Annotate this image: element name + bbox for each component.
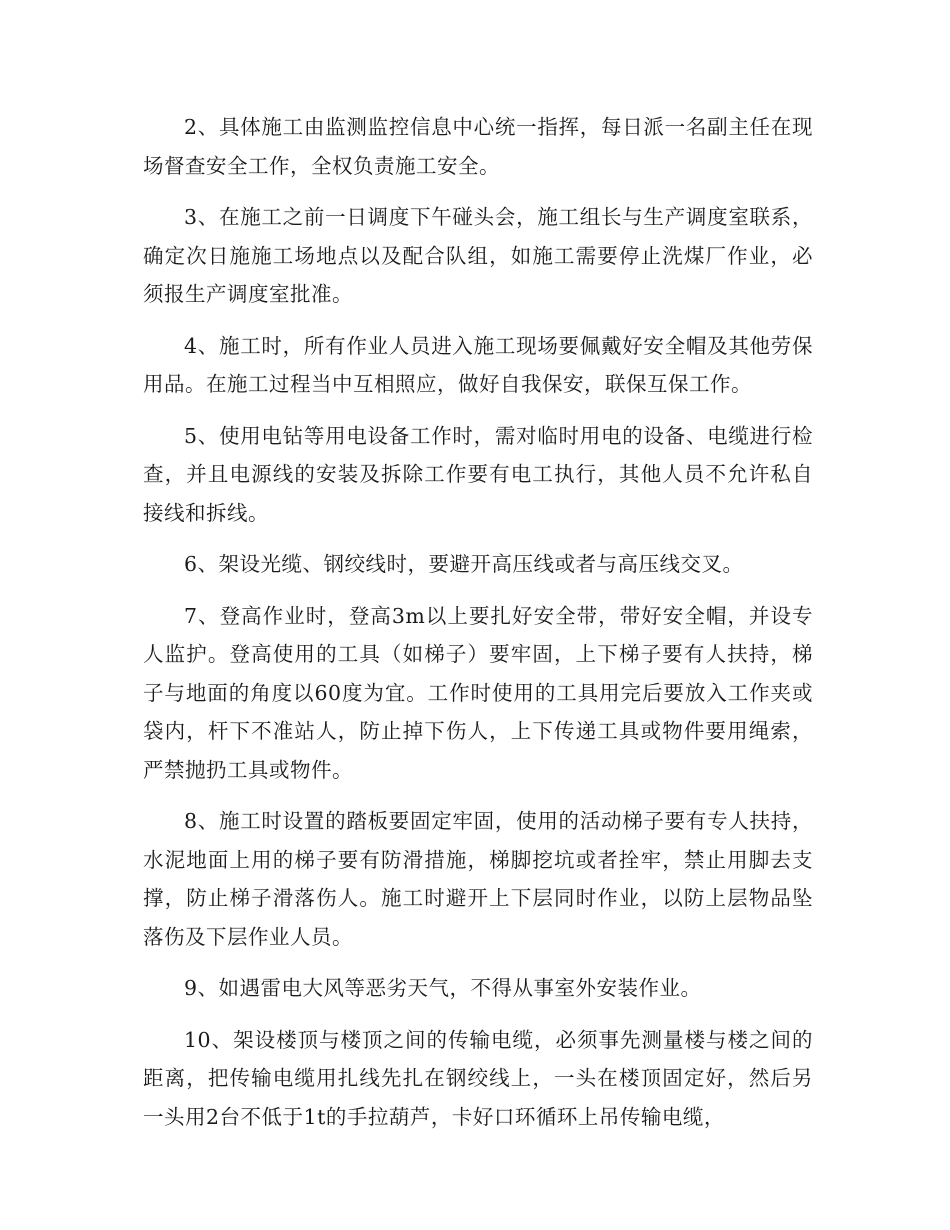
document-body: [143, 108, 813, 1149]
paragraph-4: 4、施工时，所有作业人员进入施工现场要佩戴好安全帽及其他劳保用品。在施工过程当中互相照应，做好自我保安，联保互保工作。: [143, 333, 813, 396]
paragraph-9: 9、如遇雷电大风等恶劣天气，不得从事室外安装作业。: [184, 976, 702, 1000]
paragraph-6: 6、架设光缆、钢绞线时，要避开高压线或者与高压线交叉。: [184, 552, 744, 576]
paragraph-10: 10、架设楼顶与楼顶之间的传输电缆，必须事先测量楼与楼之间的距离，把传输电缆用扎线先扎在钢绞线上，一头在楼顶固定好，然后另一头用2台不低于1t的手拉葫芦，卡好口环循环上吊传输电缆，: [143, 1027, 813, 1129]
paragraph-5: 5、使用电钻等用电设备工作时，需对临时用电的设备、电缆进行检查，并且电源线的安装及拆除工作要有电工执行，其他人员不允许私自接线和拆线。: [143, 423, 813, 525]
paragraph-2: 2、具体施工由监测监控信息中心统一指挥，每日派一名副主任在现场督查安全工作，全权负责施工安全。: [143, 115, 813, 178]
paragraph-3: 3、在施工之前一日调度下午碰头会，施工组长与生产调度室联系，确定次日施施工场地点以及配合队组，如施工需要停止洗煤厂作业，必须报生产调度室批准。: [143, 205, 813, 306]
paragraph-8: 8、施工时设置的踏板要固定牢固，使用的活动梯子要有专人扶持，水泥地面上用的梯子要有防滑措施，梯脚挖坑或者拴牢，禁止用脚去支撑，防止梯子滑落伤人。施工时避开上下层同时作业，以防上层物品坠落伤及下层作业人员。: [143, 809, 813, 949]
paragraph-7: 7、登高作业时，登高3m以上要扎好安全带，带好安全帽，并设专人监护。登高使用的工具（如梯子）要牢固，上下梯子要有人扶持，梯子与地面的角度以60度为宜。工作时使用的工具用完后要放入工作夹或袋内，杆下不准站人，防止掉下伤人，上下传递工具或物件要用绳索，严禁抛扔工具或物件。: [143, 603, 813, 782]
